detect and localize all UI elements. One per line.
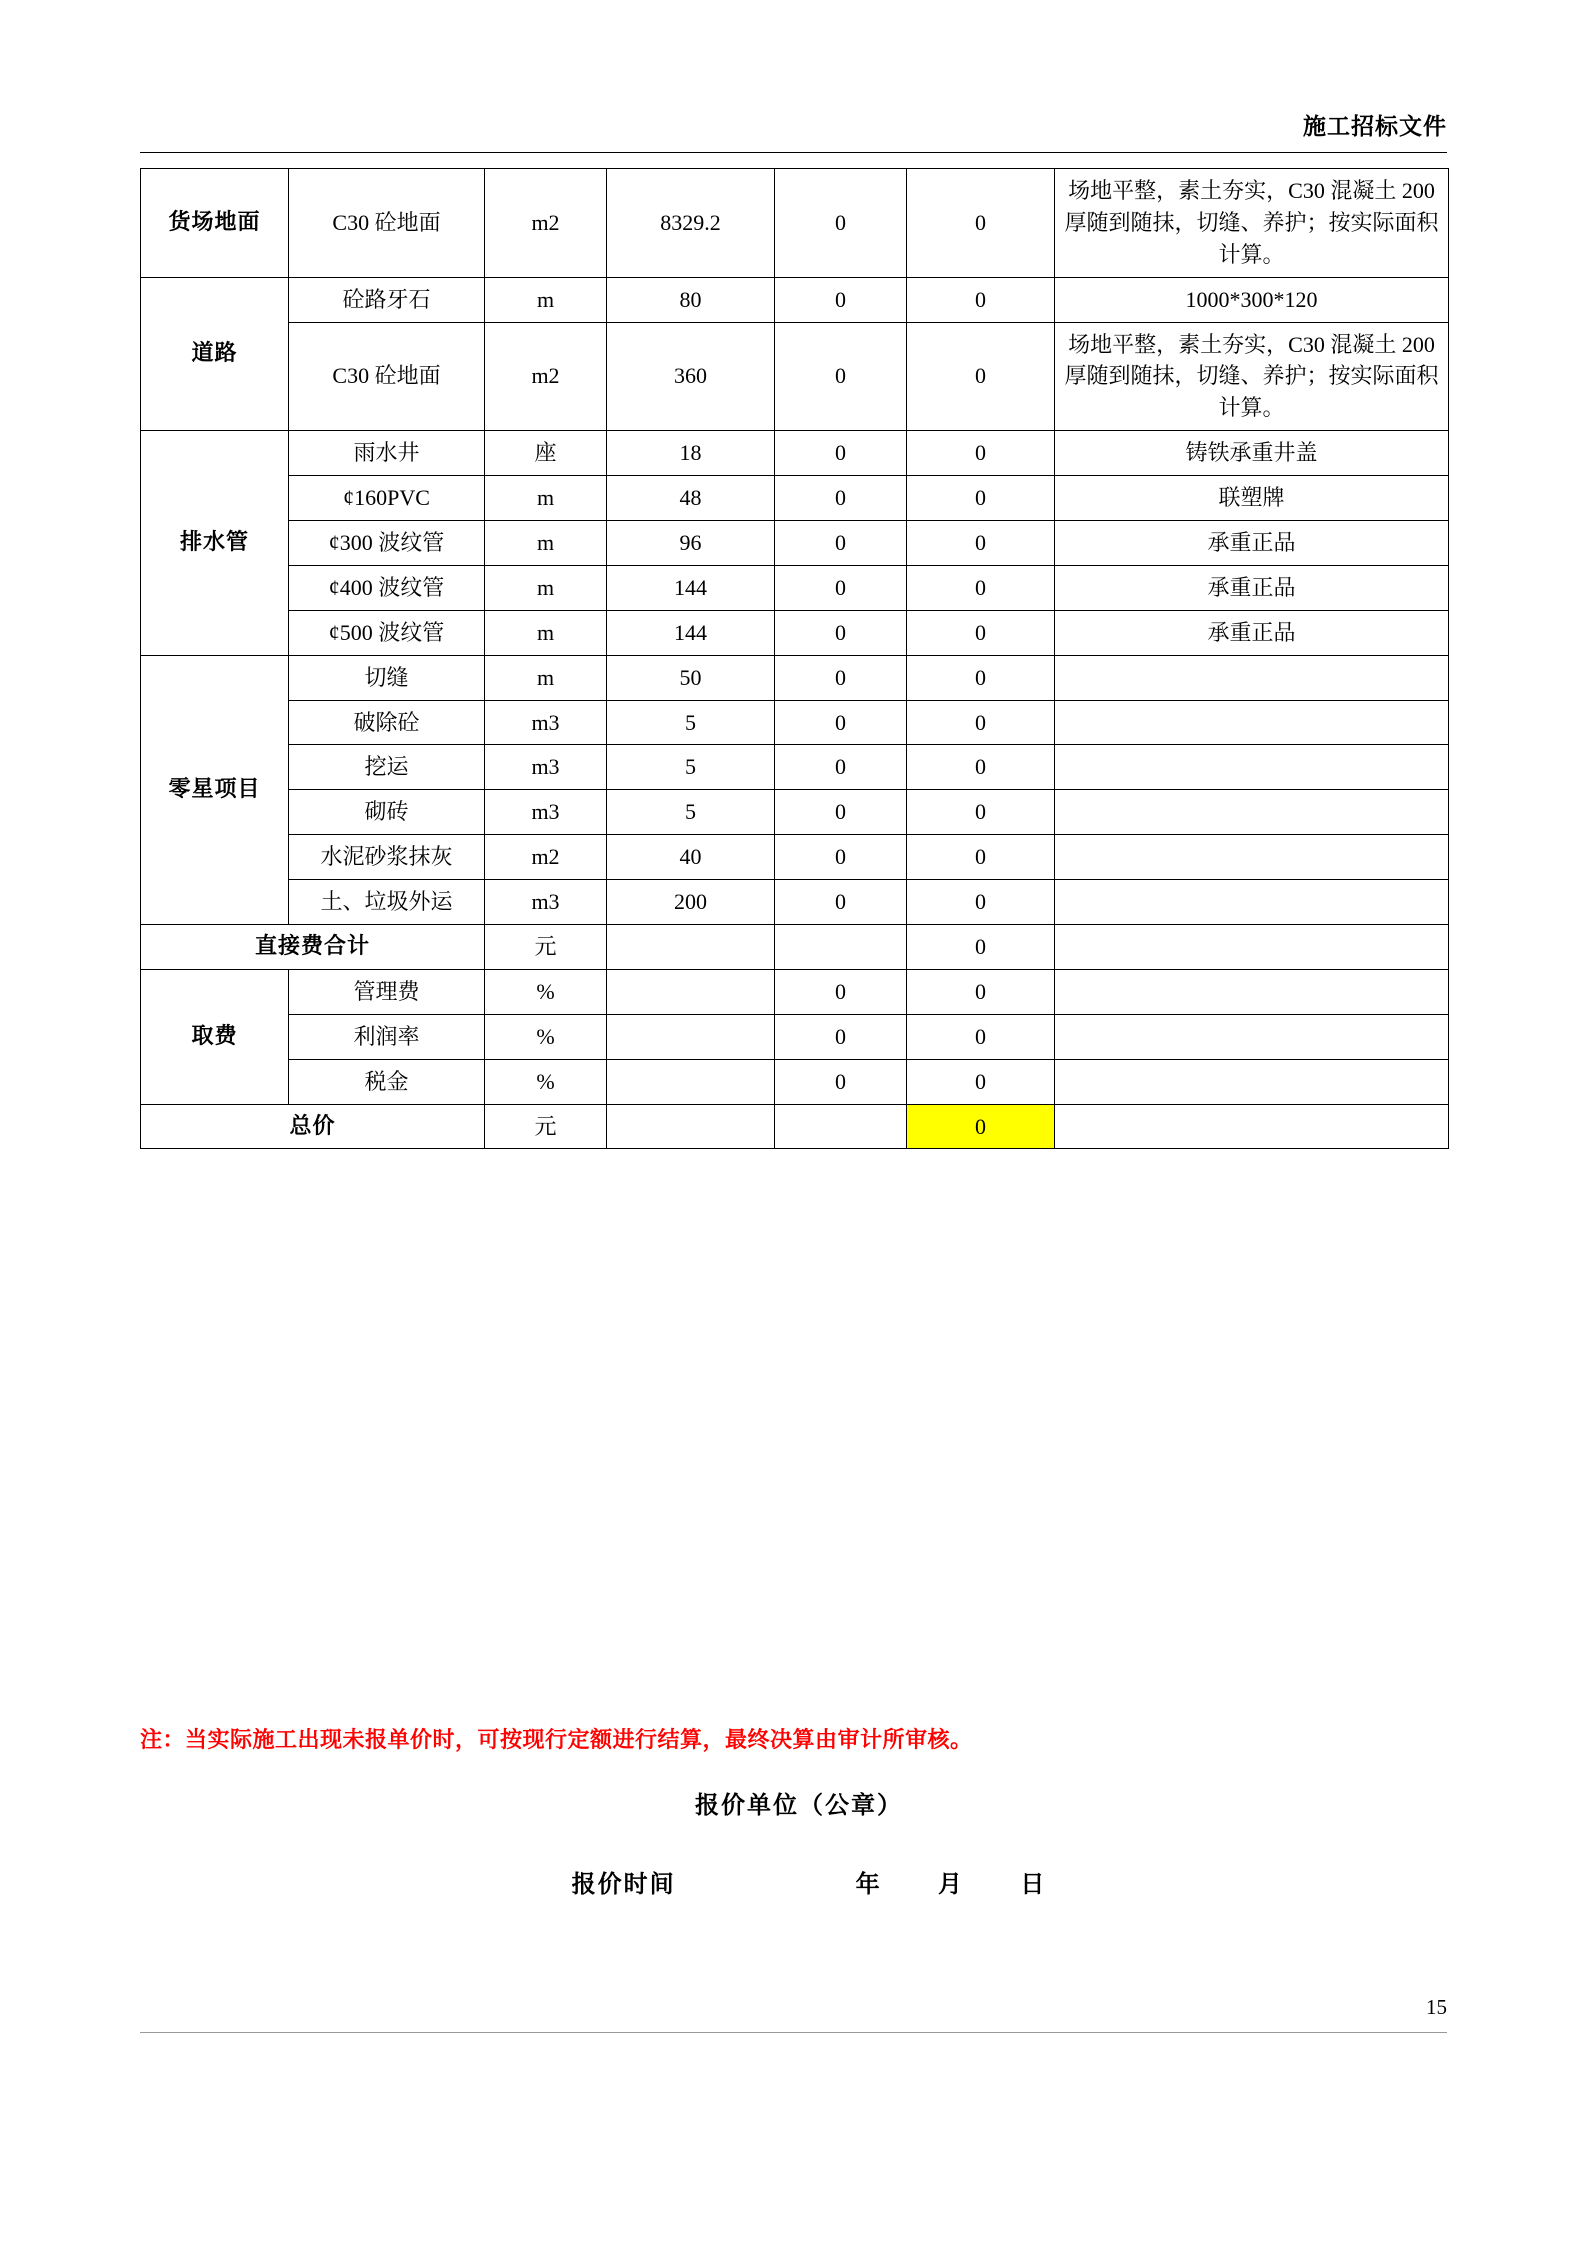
row-remark: 承重正品 xyxy=(1055,610,1449,655)
page-number: 15 xyxy=(1426,1995,1447,2019)
row-unit: % xyxy=(485,969,607,1014)
date-placeholders xyxy=(856,1864,1047,1899)
row-unit: m xyxy=(485,655,607,700)
row-group-label: 货场地面 xyxy=(141,169,289,278)
subtotal-remark xyxy=(1055,925,1449,970)
row-item: ¢160PVC xyxy=(289,476,485,521)
row-qty: 50 xyxy=(607,655,775,700)
row-price: 0 xyxy=(775,700,907,745)
table-row xyxy=(141,431,1449,476)
row-qty: 48 xyxy=(607,476,775,521)
row-qty: 200 xyxy=(607,880,775,925)
quote-unit-label: 报价单位（公章） xyxy=(695,1791,903,1819)
row-amount: 0 xyxy=(907,169,1055,278)
table-row xyxy=(141,565,1449,610)
row-item: 砼路牙石 xyxy=(289,277,485,322)
total-unit: 元 xyxy=(485,1104,607,1149)
row-item: 税金 xyxy=(289,1059,485,1104)
row-qty xyxy=(607,1014,775,1059)
header-divider xyxy=(140,152,1447,153)
row-amount: 0 xyxy=(907,835,1055,880)
row-remark xyxy=(1055,1059,1449,1104)
row-item: C30 砼地面 xyxy=(289,322,485,431)
row-remark xyxy=(1055,880,1449,925)
table-row xyxy=(141,610,1449,655)
table-row xyxy=(141,521,1449,566)
row-qty: 144 xyxy=(607,565,775,610)
row-remark xyxy=(1055,969,1449,1014)
row-item: 破除砼 xyxy=(289,700,485,745)
row-item: ¢400 波纹管 xyxy=(289,565,485,610)
row-amount: 0 xyxy=(907,969,1055,1014)
row-qty xyxy=(607,969,775,1014)
row-price: 0 xyxy=(775,431,907,476)
row-qty: 5 xyxy=(607,745,775,790)
row-amount: 0 xyxy=(907,431,1055,476)
table-row xyxy=(141,322,1449,431)
row-remark: 承重正品 xyxy=(1055,521,1449,566)
row-unit: % xyxy=(485,1014,607,1059)
table-row xyxy=(141,880,1449,925)
row-qty: 40 xyxy=(607,835,775,880)
row-remark xyxy=(1055,835,1449,880)
row-group-label: 排水管 xyxy=(141,431,289,655)
table-row xyxy=(141,790,1449,835)
table-row xyxy=(141,169,1449,278)
row-qty: 5 xyxy=(607,790,775,835)
header-title: 施工招标文件 xyxy=(1303,114,1447,140)
table-row xyxy=(141,1014,1449,1059)
row-item: C30 砼地面 xyxy=(289,169,485,278)
total-label: 总价 xyxy=(141,1104,485,1149)
row-item: 砌砖 xyxy=(289,790,485,835)
table-row xyxy=(141,700,1449,745)
total-remark xyxy=(1055,1104,1449,1149)
row-unit: m xyxy=(485,521,607,566)
row-remark xyxy=(1055,745,1449,790)
row-amount: 0 xyxy=(907,790,1055,835)
row-remark: 场地平整，素土夯实，C30 混凝土 200 厚随到随抹，切缝、养护；按实际面积计算。 xyxy=(1055,322,1449,431)
row-qty: 5 xyxy=(607,700,775,745)
quote-time-label: 报价时间 xyxy=(571,1870,676,1898)
total-price xyxy=(775,1104,907,1149)
row-price: 0 xyxy=(775,610,907,655)
row-remark: 场地平整，素土夯实，C30 混凝土 200 厚随到随抹，切缝、养护；按实际面积计算。 xyxy=(1055,169,1449,278)
row-amount: 0 xyxy=(907,655,1055,700)
row-amount: 0 xyxy=(907,1059,1055,1104)
row-qty: 144 xyxy=(607,610,775,655)
row-amount: 0 xyxy=(907,565,1055,610)
row-unit: m xyxy=(485,476,607,521)
row-remark: 联塑牌 xyxy=(1055,476,1449,521)
row-qty: 18 xyxy=(607,431,775,476)
row-remark xyxy=(1055,700,1449,745)
row-amount: 0 xyxy=(907,745,1055,790)
row-remark xyxy=(1055,790,1449,835)
note-text: 注：当实际施工出现未报单价时，可按现行定额进行结算，最终决算由审计所审核。 xyxy=(140,1728,973,1753)
row-remark: 铸铁承重井盖 xyxy=(1055,431,1449,476)
row-unit: m xyxy=(485,565,607,610)
subtotal-qty xyxy=(607,925,775,970)
total-amount: 0 xyxy=(907,1104,1055,1149)
row-price: 0 xyxy=(775,880,907,925)
row-amount: 0 xyxy=(907,521,1055,566)
month-label: 月 xyxy=(938,1870,964,1898)
total-row xyxy=(141,1104,1449,1149)
row-amount: 0 xyxy=(907,610,1055,655)
row-qty: 360 xyxy=(607,322,775,431)
row-amount: 0 xyxy=(907,700,1055,745)
row-price: 0 xyxy=(775,1059,907,1104)
row-qty: 8329.2 xyxy=(607,169,775,278)
row-unit: m xyxy=(485,610,607,655)
table-row xyxy=(141,969,1449,1014)
row-group-label: 取费 xyxy=(141,969,289,1104)
row-item: 土、垃圾外运 xyxy=(289,880,485,925)
row-price: 0 xyxy=(775,655,907,700)
row-unit: m3 xyxy=(485,700,607,745)
cost-estimate-table xyxy=(140,168,1449,1149)
row-unit: m3 xyxy=(485,745,607,790)
subtotal-row xyxy=(141,925,1449,970)
row-unit: m2 xyxy=(485,169,607,278)
subtotal-price xyxy=(775,925,907,970)
subtotal-label: 直接费合计 xyxy=(141,925,485,970)
row-item: 切缝 xyxy=(289,655,485,700)
year-label: 年 xyxy=(855,1870,882,1898)
total-qty xyxy=(607,1104,775,1149)
table-row xyxy=(141,1059,1449,1104)
footer-divider xyxy=(140,2032,1447,2033)
day-label: 日 xyxy=(1020,1870,1047,1898)
row-price: 0 xyxy=(775,169,907,278)
row-item: 利润率 xyxy=(289,1014,485,1059)
row-amount: 0 xyxy=(907,476,1055,521)
row-price: 0 xyxy=(775,277,907,322)
row-unit: m2 xyxy=(485,322,607,431)
table-row xyxy=(141,745,1449,790)
row-item: 水泥砂浆抹灰 xyxy=(289,835,485,880)
row-amount: 0 xyxy=(907,322,1055,431)
row-amount: 0 xyxy=(907,880,1055,925)
row-remark xyxy=(1055,1014,1449,1059)
row-price: 0 xyxy=(775,790,907,835)
table-row xyxy=(141,835,1449,880)
row-qty: 80 xyxy=(607,277,775,322)
row-price: 0 xyxy=(775,835,907,880)
row-group-label: 道路 xyxy=(141,277,289,431)
row-qty xyxy=(607,1059,775,1104)
row-price: 0 xyxy=(775,322,907,431)
row-item: ¢300 波纹管 xyxy=(289,521,485,566)
row-qty: 96 xyxy=(607,521,775,566)
row-unit: m xyxy=(485,277,607,322)
row-amount: 0 xyxy=(907,277,1055,322)
row-remark: 1000*300*120 xyxy=(1055,277,1449,322)
subtotal-unit: 元 xyxy=(485,925,607,970)
table-row xyxy=(141,655,1449,700)
row-price: 0 xyxy=(775,1014,907,1059)
row-group-label: 零星项目 xyxy=(141,655,289,924)
table-row xyxy=(141,476,1449,521)
row-amount: 0 xyxy=(907,1014,1055,1059)
row-item: ¢500 波纹管 xyxy=(289,610,485,655)
signature-block xyxy=(140,1785,1448,1899)
row-price: 0 xyxy=(775,521,907,566)
table-row xyxy=(141,277,1449,322)
row-unit: m3 xyxy=(485,880,607,925)
row-item: 挖运 xyxy=(289,745,485,790)
row-item: 雨水井 xyxy=(289,431,485,476)
row-price: 0 xyxy=(775,745,907,790)
row-unit: m2 xyxy=(485,835,607,880)
row-remark xyxy=(1055,655,1449,700)
row-price: 0 xyxy=(775,565,907,610)
row-item: 管理费 xyxy=(289,969,485,1014)
page-header xyxy=(140,108,1447,151)
row-unit: % xyxy=(485,1059,607,1104)
row-unit: 座 xyxy=(485,431,607,476)
row-unit: m3 xyxy=(485,790,607,835)
subtotal-amount: 0 xyxy=(907,925,1055,970)
row-remark: 承重正品 xyxy=(1055,565,1449,610)
row-price: 0 xyxy=(775,969,907,1014)
row-price: 0 xyxy=(775,476,907,521)
